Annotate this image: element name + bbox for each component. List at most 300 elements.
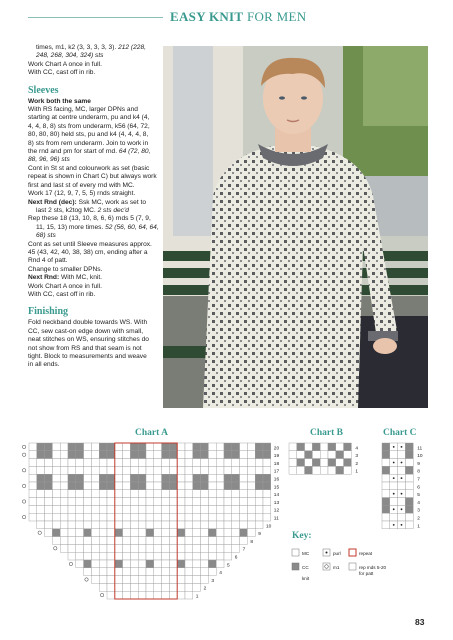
chart-a-cell (162, 529, 170, 537)
chart-a-cell (208, 466, 216, 474)
chart-a-cell (123, 591, 131, 599)
chart-a-cell (123, 568, 131, 576)
chart-a-cell (130, 544, 138, 552)
text-line: times, m1, k2 (3, 3, 3, 3, 3). (36, 44, 119, 51)
purl-symbol (22, 484, 25, 487)
text-line: Cont as set until Sleeve measures approx. (28, 240, 152, 248)
chart-a-cell (224, 544, 232, 552)
chart-a-cell (201, 482, 209, 490)
chart-a-cell (247, 459, 255, 467)
chart-a-cell (154, 576, 162, 584)
chart-a-cell (60, 474, 68, 482)
chart-a-cell (162, 505, 170, 513)
chart-a-cell (130, 576, 138, 584)
chart-c-cell (398, 482, 406, 490)
chart-a-cell (154, 466, 162, 474)
page-number: 83 (415, 617, 425, 627)
chart-b-cell (336, 451, 344, 459)
chart-a-cell (115, 583, 123, 591)
chart-a-cell (91, 474, 99, 482)
chart-a-cell (37, 505, 45, 513)
dot-symbol (393, 493, 395, 495)
chart-a-cell (154, 482, 162, 490)
chart-a-cell (263, 513, 271, 521)
chart-a-cell (52, 459, 60, 467)
chart-a-cell (185, 459, 193, 467)
chart-a-cell (76, 521, 84, 529)
chart-a-cell (76, 459, 84, 467)
dot-symbol (401, 493, 403, 495)
chart-a-cell (45, 521, 53, 529)
chart-c-cell (398, 498, 406, 506)
chart-a-cell (68, 490, 76, 498)
chart-a-cell (115, 521, 123, 529)
chart-a-cell (60, 529, 68, 537)
chart-a-cell (52, 498, 60, 506)
text-line: Fold neckband double towards WS. With (28, 319, 148, 327)
chart-a-cell (232, 474, 240, 482)
chart-a-cell (130, 529, 138, 537)
chart-a-cell (162, 568, 170, 576)
chart-a-cell (224, 513, 232, 521)
chart-a-cell (240, 505, 248, 513)
chart-a-cell (162, 443, 170, 451)
chart-a-cell (154, 537, 162, 545)
chart-c-cell (382, 474, 390, 482)
chart-a-cell (154, 474, 162, 482)
chart-a-cell (263, 466, 271, 474)
chart-a-cell (99, 576, 107, 584)
chart-a-cell (201, 513, 209, 521)
text-line: 80, 80, 80) held sts, pu and k4 (4, 4, 4, 8, (28, 131, 149, 139)
dot-symbol (401, 477, 403, 479)
chart-a-cell (232, 498, 240, 506)
chart-a-cell (60, 498, 68, 506)
chart-a-cell (130, 490, 138, 498)
chart-a-cell (60, 521, 68, 529)
chart-a-cell (123, 521, 131, 529)
chart-a-cell (76, 474, 84, 482)
chart-a-cell (107, 576, 115, 584)
chart-a-cell (240, 443, 248, 451)
text-line: 88, 96, 96) sts (28, 156, 70, 164)
chart-a-cell (185, 498, 193, 506)
chart-b-cell (297, 451, 305, 459)
chart-a-cell (91, 459, 99, 467)
chart-a-cell (115, 451, 123, 459)
chart-a-cell (99, 521, 107, 529)
chart-a-cell (99, 482, 107, 490)
dot-symbol (401, 446, 403, 448)
chart-b-cell (312, 466, 320, 474)
chart-b-cell (305, 443, 313, 451)
chart-a-cell (52, 490, 60, 498)
chart-a-cell (130, 591, 138, 599)
chart-a-cell (138, 529, 146, 537)
chart-a-cell (193, 544, 201, 552)
chart-a-cell (84, 560, 92, 568)
chart-a-cell (208, 513, 216, 521)
chart-a-cell (146, 568, 154, 576)
text-line: Rep these 18 (13, 10, 8, 6, 6) rnds 5 (7, 9, (28, 215, 151, 223)
chart-a-cell (123, 552, 131, 560)
chart-a-cell (162, 591, 170, 599)
chart-a-cell (115, 552, 123, 560)
chart-a-cell (37, 443, 45, 451)
chart-a-cell (91, 490, 99, 498)
chart-a-cell (84, 490, 92, 498)
chart-a-cell (68, 498, 76, 506)
chart-b-cell (320, 451, 328, 459)
chart-a-cell (169, 552, 177, 560)
chart-a-cell (91, 537, 99, 545)
chart-a-cell (193, 568, 201, 576)
text-line: Work 17 (12, 9, 7, 5, 5) rnds straight. (28, 190, 136, 198)
chart-c-cell (382, 451, 390, 459)
chart-a-cell (247, 505, 255, 513)
chart-c-cell (390, 459, 398, 467)
chart-c-cell (382, 466, 390, 474)
chart-a-cell (76, 544, 84, 552)
chart-a-cell (162, 466, 170, 474)
chart-a-cell (169, 583, 177, 591)
chart-b-cell (328, 443, 336, 451)
chart-a-cell (201, 529, 209, 537)
text-line: With MC, knit. (59, 274, 103, 282)
chart-a-cell (123, 583, 131, 591)
chart-a-cell (91, 498, 99, 506)
chart-a-cell (169, 568, 177, 576)
chart-a-cell (91, 451, 99, 459)
chart-a-cell (84, 451, 92, 459)
chart-a-cell (177, 482, 185, 490)
text-line: With CC, cast off in rib. (28, 69, 96, 77)
chart-a-cell (201, 459, 209, 467)
chart-a-row-label: 6 (234, 555, 238, 561)
chart-a-cell (52, 513, 60, 521)
chart-a-cell (52, 466, 60, 474)
chart-a-cell (107, 451, 115, 459)
chart-a-row-label: 19 (273, 454, 280, 460)
text-line: 64 (72, 80, (118, 148, 151, 156)
chart-a-cell (76, 505, 84, 513)
chart-b-cell (297, 443, 305, 451)
chart-a-title: Chart A (135, 428, 168, 438)
chart-a-cell (193, 451, 201, 459)
chart-a-cell (107, 537, 115, 545)
chart-a-cell (201, 498, 209, 506)
chart-a-cell (107, 498, 115, 506)
chart-a-cell (255, 459, 263, 467)
chart-a-cell (99, 459, 107, 467)
chart-a-cell (84, 443, 92, 451)
chart-a-cell (138, 537, 146, 545)
chart-c-grid (382, 443, 423, 529)
chart-a-cell (177, 505, 185, 513)
chart-a-cell (60, 482, 68, 490)
chart-a-cell (224, 521, 232, 529)
chart-a-cell (68, 529, 76, 537)
chart-a-row-label: 16 (273, 477, 280, 483)
chart-a-cell (224, 443, 232, 451)
chart-a-cell (29, 459, 37, 467)
chart-a-cell (138, 466, 146, 474)
chart-a-cell (216, 459, 224, 467)
chart-a-cell (115, 529, 123, 537)
chart-a-cell (193, 490, 201, 498)
chart-a-cell (52, 537, 60, 545)
chart-a-cell (84, 474, 92, 482)
chart-a-cell (247, 521, 255, 529)
chart-a-row-label: 7 (242, 547, 246, 553)
chart-a-cell (138, 451, 146, 459)
chart-a-cell (208, 490, 216, 498)
chart-c-cell (405, 482, 413, 490)
chart-a-cell (154, 521, 162, 529)
chart-a-cell (177, 583, 185, 591)
chart-a-cell (169, 466, 177, 474)
chart-a-cell (154, 513, 162, 521)
chart-a-cell (84, 529, 92, 537)
chart-c-cell (390, 466, 398, 474)
chart-a-cell (115, 560, 123, 568)
chart-a-cell (216, 474, 224, 482)
chart-a-cell (37, 466, 45, 474)
chart-a-cell (169, 560, 177, 568)
chart-a-cell (162, 583, 170, 591)
chart-a-cell (201, 552, 209, 560)
chart-a-cell (68, 552, 76, 560)
chart-a-cell (146, 482, 154, 490)
dot-symbol (393, 446, 395, 448)
chart-c-cell (382, 498, 390, 506)
chart-a-cell (107, 583, 115, 591)
text-line: last 2 sts, k2tog MC. (36, 206, 98, 214)
chart-a-cell (162, 498, 170, 506)
chart-a-cell (208, 537, 216, 545)
chart-a-cell (185, 576, 193, 584)
chart-a-cell (185, 552, 193, 560)
chart-a-cell (29, 513, 37, 521)
chart-a-cell (224, 529, 232, 537)
chart-a-cell (107, 560, 115, 568)
chart-a-cell (224, 490, 232, 498)
chart-a-cell (45, 505, 53, 513)
chart-a-cell (146, 474, 154, 482)
chart-a-cell (37, 482, 45, 490)
purl-symbol (22, 500, 25, 503)
chart-a-cell (146, 466, 154, 474)
chart-a-cell (263, 482, 271, 490)
chart-a-cell (84, 498, 92, 506)
chart-c-cell (390, 482, 398, 490)
chart-a-cell (146, 513, 154, 521)
purl-symbol (22, 515, 25, 518)
chart-a-cell (201, 560, 209, 568)
chart-a-cell (193, 521, 201, 529)
chart-a-cell (185, 443, 193, 451)
chart-a-cell (177, 529, 185, 537)
chart-a-cell (169, 459, 177, 467)
chart-a-cell (154, 451, 162, 459)
chart-a-cell (115, 482, 123, 490)
chart-a-cell (45, 513, 53, 521)
chart-b-cell (289, 459, 297, 467)
chart-a-cell (263, 498, 271, 506)
chart-a-cell (130, 498, 138, 506)
chart-c-cell (398, 451, 406, 459)
chart-a-cell (201, 451, 209, 459)
chart-c-row-label: 6 (417, 485, 420, 491)
chart-a-cell (162, 560, 170, 568)
chart-a-cell (91, 505, 99, 513)
chart-a-cell (130, 537, 138, 545)
chart-a-cell (255, 466, 263, 474)
chart-a-cell (247, 466, 255, 474)
text-line: first and last st of every rnd with MC. (28, 181, 135, 189)
chart-a-cell (115, 576, 123, 584)
chart-a-cell (99, 498, 107, 506)
chart-b-cell (297, 459, 305, 467)
chart-a-cell (185, 474, 193, 482)
chart-b-cell (289, 466, 297, 474)
chart-a-cell (52, 529, 60, 537)
chart-a-cell (177, 521, 185, 529)
chart-a-cell (115, 466, 123, 474)
chart-c-cell (382, 443, 390, 451)
finishing-heading: Finishing (28, 306, 69, 318)
chart-a-cell (193, 482, 201, 490)
chart-a-cell (115, 443, 123, 451)
chart-a-row-label: 8 (250, 539, 254, 545)
chart-a-cell (185, 544, 193, 552)
chart-a-cell (123, 560, 131, 568)
chart-a-cell (37, 521, 45, 529)
chart-a-cell (201, 466, 209, 474)
chart-a-cell (123, 505, 131, 513)
chart-a-cell (52, 505, 60, 513)
chart-a-cell (52, 482, 60, 490)
chart-c-cell (390, 474, 398, 482)
chart-c-cell (405, 513, 413, 521)
chart-a-cell (60, 459, 68, 467)
key-rep-rnds-label: rep mds 5-20 (359, 565, 387, 570)
chart-a-cell (224, 537, 232, 545)
chart-c-row-label: 4 (417, 500, 420, 506)
chart-a-cell (68, 466, 76, 474)
chart-a-cell (216, 443, 224, 451)
chart-a-cell (224, 505, 232, 513)
chart-a-row-label: 10 (266, 524, 272, 530)
chart-a-cell (154, 568, 162, 576)
chart-a-cell (177, 451, 185, 459)
chart-a-cell (123, 443, 131, 451)
chart-a-cell (177, 513, 185, 521)
chart-a-cell (37, 451, 45, 459)
chart-a-cell (232, 529, 240, 537)
dot-symbol (401, 524, 403, 526)
key-m1-label: m1 (333, 565, 340, 570)
chart-a-cell (232, 490, 240, 498)
chart-c-cell (382, 459, 390, 467)
chart-a-cell (146, 443, 154, 451)
chart-a-cell (162, 482, 170, 490)
chart-a-cell (68, 544, 76, 552)
chart-a-cell (208, 459, 216, 467)
chart-a-cell (208, 529, 216, 537)
chart-a-row-label: 5 (227, 563, 230, 569)
chart-a-cell (91, 466, 99, 474)
chart-a-cell (29, 490, 37, 498)
chart-a-cell (201, 490, 209, 498)
chart-a-row-label: 2 (203, 586, 207, 592)
key-mc-swatch (292, 549, 299, 556)
chart-a-cell (185, 513, 193, 521)
text-line: Next Rnd (dec): (28, 198, 77, 206)
chart-a-cell (208, 521, 216, 529)
chart-b-cell (320, 443, 328, 451)
chart-a-cell (255, 521, 263, 529)
chart-a-cell (201, 474, 209, 482)
chart-a-cell (224, 498, 232, 506)
chart-a-cell (154, 505, 162, 513)
chart-a-cell (52, 451, 60, 459)
key-for-patt-label: for patt (359, 571, 374, 576)
chart-a-cell (216, 490, 224, 498)
chart-a-cell (123, 482, 131, 490)
dot-symbol (393, 477, 395, 479)
chart-a-cell (107, 466, 115, 474)
chart-a-cell (123, 490, 131, 498)
chart-a-cell (146, 451, 154, 459)
chart-a-cell (130, 521, 138, 529)
chart-a-cell (240, 490, 248, 498)
chart-b-cell (344, 443, 352, 451)
chart-a-cell (232, 513, 240, 521)
chart-a-cell (162, 521, 170, 529)
purl-symbol (85, 578, 88, 581)
chart-a-cell (185, 591, 193, 599)
chart-a-cell (130, 560, 138, 568)
chart-a-cell (130, 466, 138, 474)
chart-b-cell (312, 451, 320, 459)
chart-a-cell (37, 459, 45, 467)
chart-a-cell (216, 466, 224, 474)
key-title: Key: (292, 531, 312, 541)
chart-b-cell (328, 466, 336, 474)
chart-a-cell (240, 521, 248, 529)
chart-a-row-label: 12 (273, 508, 280, 514)
page-header (170, 9, 306, 25)
chart-c-cell (382, 490, 390, 498)
chart-c-row-label: 2 (417, 516, 420, 522)
chart-b-title: Chart B (310, 428, 343, 438)
chart-a-cell (123, 529, 131, 537)
text-line: Work both the same (28, 97, 91, 105)
chart-a-cell (185, 482, 193, 490)
text-line: neat stitches on WS, ensuring stitches do (28, 336, 149, 344)
chart-c-cell (398, 443, 406, 451)
chart-a-cell (208, 443, 216, 451)
chart-a-cell (76, 490, 84, 498)
chart-a-cell (208, 451, 216, 459)
chart-a-cell (45, 498, 53, 506)
chart-a-cell (99, 474, 107, 482)
key-m1-circle (325, 565, 329, 569)
chart-a-cell (84, 482, 92, 490)
header-rule (28, 17, 163, 18)
chart-a-cell (138, 552, 146, 560)
